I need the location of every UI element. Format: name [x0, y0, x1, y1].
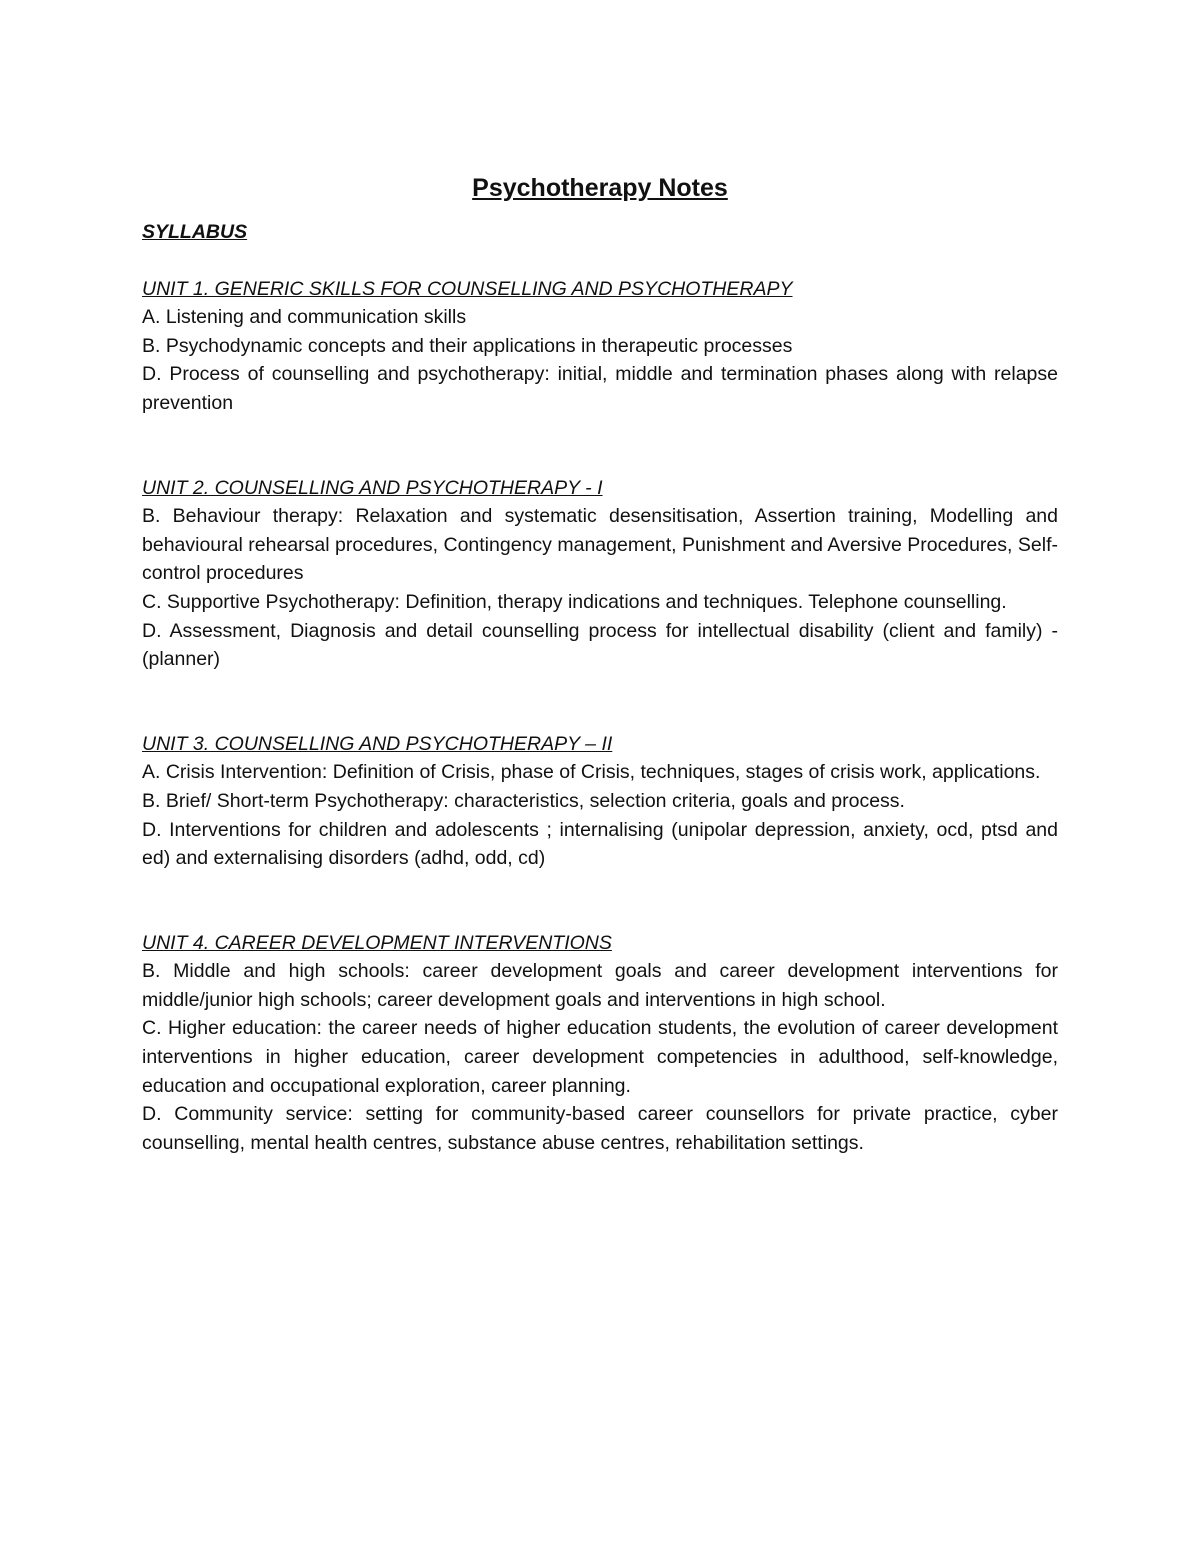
unit-item: D. Interventions for children and adolescents ; internalising (unipolar depression, anxiety, ocd, ptsd and ed) and externalising disorders (adhd, odd, cd) [142, 818, 1058, 870]
unit-item: D. Assessment, Diagnosis and detail counselling process for intellectual disability (client and family) - (planner) [142, 619, 1058, 671]
unit-item: A. Listening and communication skills [142, 306, 467, 329]
unit-section [142, 929, 1058, 1158]
unit-section [142, 275, 1058, 418]
unit-item: B. Psychodynamic concepts and their applications in therapeutic processes [142, 334, 793, 357]
unit-item: B. Middle and high schools: career development goals and career development interventions for middle/junior high schools; career development goals and interventions in high school. [142, 960, 1058, 1011]
page-title: Psychotherapy Notes [472, 174, 728, 202]
unit-heading: UNIT 3. COUNSELLING AND PSYCHOTHERAPY – II [142, 732, 613, 755]
unit-item: D. Community service: setting for community-based career counsellors for private practice, cyber counselling, mental health centres, substance abuse centres, rehabilitation settings. [142, 1103, 1058, 1154]
unit-section [142, 730, 1058, 873]
syllabus-label: SYLLABUS [142, 221, 248, 243]
unit-heading: UNIT 1. GENERIC SKILLS FOR COUNSELLING AND PSYCHOTHERAPY [142, 277, 793, 300]
unit-item: C. Supportive Psychotherapy: Definition, therapy indications and techniques. Telephone counselling. [142, 590, 1007, 613]
unit-item: B. Behaviour therapy: Relaxation and systematic desensitisation, Assertion training, Modelling and behavioural rehearsal procedures, Contingency management, Punishment and Aversive Procedures, Self-control procedures [142, 505, 1058, 585]
unit-section [142, 474, 1058, 674]
unit-heading: UNIT 4. CAREER DEVELOPMENT INTERVENTIONS [142, 931, 612, 954]
unit-item: A. Crisis Intervention: Definition of Crisis, phase of Crisis, techniques, stages of crisis work, applications. [142, 761, 1041, 784]
unit-heading: UNIT 2. COUNSELLING AND PSYCHOTHERAPY - I [142, 476, 603, 499]
document-page [142, 168, 1058, 1213]
unit-item: D. Process of counselling and psychotherapy: initial, middle and termination phases along with relapse prevention [142, 363, 1058, 414]
unit-item: B. Brief/ Short-term Psychotherapy: characteristics, selection criteria, goals and process. [142, 789, 905, 812]
unit-item: C. Higher education: the career needs of higher education students, the evolution of career development interventions in higher education, career development competencies in adulthood, self-knowledge, education and occupational exploration, career planning. [142, 1017, 1058, 1097]
